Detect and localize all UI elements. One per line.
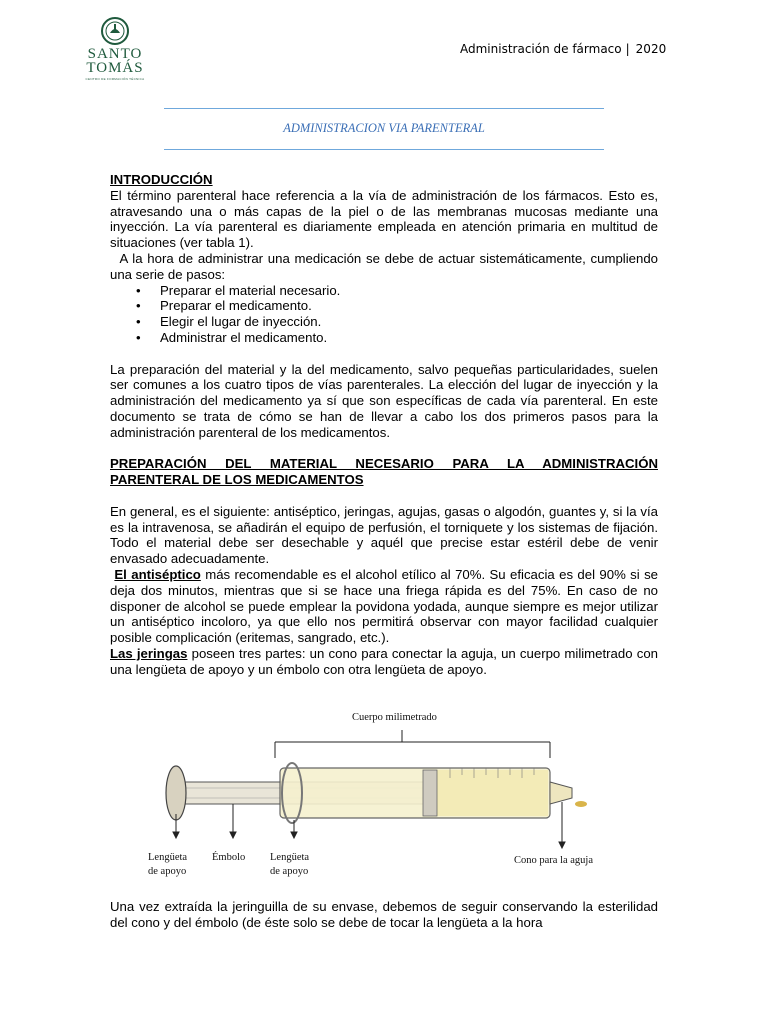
intro-paragraph-2: A la hora de administrar una medicación se debe de actuar sistemáticamente, cumpliendo una serie de pasos: <box>110 250 662 282</box>
label-cuerpo-milimetrado: Cuerpo milimetrado <box>352 712 437 723</box>
antiseptic-text: más recomendable es el alcohol etílico al 70%. Su eficacia es del 90% si se deja dos minutos, mientras que si se hace una friega rápida es del 75%. En caso de no disponer de alcohol se puede emplear la povidona yodada, aunque siempre es mejor utilizar un antiséptico incoloro, ya que ello nos permitirá observar con mayor facilidad cualquier posible complicación (eritemas, sangrado, etc.). <box>110 566 659 646</box>
label-lengueta-1-line1: Lengüeta <box>148 852 188 863</box>
section-heading-material: PREPARACIÓN DEL MATERIAL NECESARIO PARA LA ADMINISTRACIÓN PARENTERAL DE LOS MEDICAMENTOS <box>110 456 658 488</box>
intro-paragraph-3: La preparación del material y la del medicamento, salvo pequeñas particularidades, suelen ser comunes a los cuatro tipos de vías parenterales. La elección del lugar de inyección y la administración del medicamento ya sí que son específicas de cada vía parenteral. En este documento se trata de cómo se han de llevar a cabo los dos primeros pasos para la administración parenteral de los medicamentos. <box>110 361 658 440</box>
syringe-paragraph <box>110 646 658 678</box>
label-lengueta-1-line2: de apoyo <box>148 866 187 877</box>
continuation-text <box>110 899 658 931</box>
intro-paragraph-1: El término parenteral hace referencia a la vía de administración de los fármacos. Esto es, atravesando una o más capas de la piel o de las membranas mucosas mediante una inyección. La vía parenteral es diariamente empleada en atención primaria en multitud de situaciones (ver tabla 1). <box>110 187 658 251</box>
list-item: • Preparar el medicamento. <box>160 298 658 314</box>
seal-icon <box>100 16 130 46</box>
label-embolo: Émbolo <box>212 852 246 863</box>
document-title: ADMINISTRACION VIA PARENTERAL <box>283 121 485 135</box>
syringe-text: poseen tres partes: un cono para conectar la aguja, un cuerpo milimetrado con una lengüeta de apoyo y un émbolo con otra lengüeta de apoyo. <box>110 645 658 677</box>
syringe-diagram <box>140 702 620 882</box>
logo-text-line2: TOMÁS <box>86 60 144 76</box>
intro-heading: INTRODUCCIÓN <box>110 172 213 187</box>
label-cono: Cono para la aguja <box>514 855 594 866</box>
logo-tagline: CENTRO DE FORMACIÓN TÉCNICA <box>85 77 145 81</box>
material-paragraph: En general, es el siguiente: antiséptico, jeringas, agujas, gasas o algodón, guantes y, si la vía es la intravenosa, se añadirán el equipo de perfusión, el torniquete y los sistemas de fijación. Todo el material debe ser desechable y aquél que precise estar estéril debe de venir envasado adecuadamente. <box>110 503 658 567</box>
logo-text-line1: SANTO <box>87 46 143 62</box>
antiseptic-label: El antiséptico <box>114 566 201 582</box>
running-header: Administración de fármaco | 2020 <box>460 42 667 56</box>
main-content <box>110 172 662 678</box>
header-year: 2020 <box>635 42 667 56</box>
list-item: • Preparar el material necesario. <box>160 283 658 299</box>
syringe-label: Las jeringas <box>110 645 188 661</box>
running-title: Administración de fármaco <box>460 42 622 56</box>
title-rule-bottom <box>164 149 604 150</box>
label-lengueta-2-line2: de apoyo <box>270 866 309 877</box>
title-rule-top <box>164 108 604 109</box>
label-lengueta-2-line1: Lengüeta <box>270 852 310 863</box>
institution-logo <box>82 16 148 86</box>
list-item: • Elegir el lugar de inyección. <box>160 314 658 330</box>
list-item: • Administrar el medicamento. <box>160 330 658 346</box>
tail-paragraph: Una vez extraída la jeringuilla de su envase, debemos de seguir conservando la esterilidad del cono y del émbolo (de éste solo se debe de tocar la lengüeta a la hora <box>110 899 658 930</box>
antiseptic-paragraph <box>110 567 658 646</box>
steps-list <box>110 283 658 346</box>
